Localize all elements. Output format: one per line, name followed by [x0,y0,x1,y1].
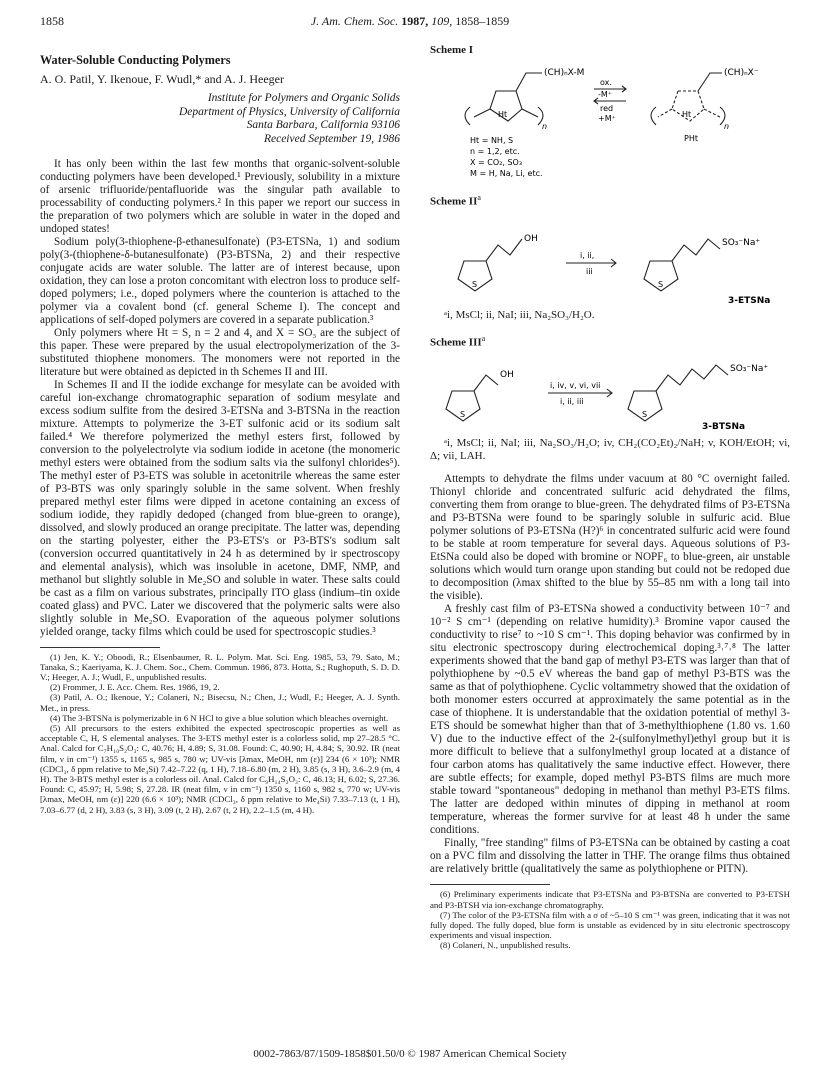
scheme-2-title [430,191,790,209]
footnote: (8) Colaneri, N., unpublished results. [440,940,571,951]
scheme-1-title: Scheme I [430,44,474,56]
scheme-1-def: Ht = NH, S [470,136,514,145]
scheme-2-title-sup: a [477,193,481,202]
right-column [430,40,790,951]
page-header [40,14,780,32]
scheme-2-drawing [430,211,790,303]
article-authors: A. O. Patil, Y. Ikenoue, F. Wudl,* and A. J. Heeger [40,72,284,86]
footnote: (5) All precursors to the esters exhibited the expected spectroscopic properties as well as acceptable C, H, S elemental analyses. The 3-ETS methyl ester is a colorless solid, mp 27–28.5 °C. Anal. Calcd for C₇H₁₀S₂O₃: C, 40.76; H, 4.89; S, 31.08. Found: C, 40.90; H, 4.84; S, 30.92. IR (neat film, ν in cm⁻¹) 1355 s, 1165 s, 985 s, 780 w; UV-vis [λmax, MeOH, nm (ε)] 234 (6 × 10³); NMR (CDCl₃, δ ppm relative to Me₄Si) 7.42–7.22 (q, 1 H), 7.18–6.80 (m, 2 H), 3.85 (s, 3 H), 3.6–2.9 (m, 4 H). The 3-BTS methyl ester is a colorless oil. Anal. Calcd for C₉H₁₄S₂O₃: C, 46.13; H, 6.02; S, 27.36. Found: C, 45.97; H, 5.98; S, 27.28. IR (neat film, ν in cm⁻¹) 1350 s, 1160 s, 982 s, 770 w; UV-vis [λmax, MeOH, nm (ε)] 220 (6.6 × 10³); NMR (CDCl₃, δ ppm relative to Me₄Si) 7.33–7.13 (t, 1 H), 7.03–6.77 (d, 2 H), 3.83 (s, 3 H), 3.09 (t, 2 H), 2.67 (t, 2 H), 2.2–1.5 (m, 4 H). [40,722,400,815]
affiliation-line: Department of Physics, University of California [178,105,400,118]
body-paragraph: Attempts to dehydrate the films under vacuum at 80 °C overnight failed. Thionyl chloride and concentrated sulfuric acid dehydrated the films, converting them from orange to blue-green. The dehydrated films of P3-ETSNa and P3-BTSNa were found to be sparingly soluble in sulfuric acid. Blue polymer solutions of P3-ETSNa (H?)⁶ in concentrated sulfuric acid were found to be stable at room temperature for several days. Aqueous solutions of P3-EtSNa could also be doped with bromine or NOPF₆ to blue-green, air unstable solutions which would turn orange upon standing but could not be redoped due to decomposition (λmax shifted to the blue by 55–85 nm with a long tail into the visible). [430,473,790,603]
scheme-3-product: SO₃⁻Na⁺ [730,364,769,375]
scheme-1-n-left: n [542,122,548,131]
scheme-2-footnote: ᵃi, MsCl; ii, NaI; iii, Na₂SO₃/H₂O. [444,308,595,321]
scheme-3-arrow-top: i, iv, v, vi, vii [550,381,601,391]
scheme-2-oh: OH [524,233,538,244]
scheme-1-def: n = 1,2, etc. [470,147,520,156]
affiliation-line: Santa Barbara, California 93106 [246,119,400,131]
footnote-divider [430,884,550,885]
scheme-3 [430,351,790,431]
scheme-1-pht: PHt [684,134,698,143]
footnote: (4) The 3-BTSNa is polymerizable in 6 N HCl to give a blue solution which bleaches overnight. [50,712,389,723]
footnote: (2) Frommer, J. E. Acc. Chem. Res. 1986, 19, 2. [50,682,220,693]
scheme-2-s-start: S [472,279,478,289]
scheme-2-label: 3-ETSNa [728,295,771,303]
left-column [40,40,400,815]
scheme-2-arrow-bottom: iii [586,266,593,276]
scheme-3-title [430,332,790,350]
scheme-1-def: X = CO₂, SO₃ [470,158,523,167]
scheme-1-ox: ox. [600,78,612,87]
body-paragraph: Finally, "free standing" films of P3-ETSNa can be obtained by casting a coat on a PVC film and dissolving the latter in THF. The orange films thus obtained are relatively brittle (qualitatively the same as polythiophene or PITN). [430,837,790,876]
scheme-2-arrow-top: i, ii, [580,250,595,260]
scheme-3-footnote: ᵃi, MsCl; ii, NaI; iii, Na₂SO₃/H₂O; iv, CH₂(CO₂Et)₂/NaH; v, KOH/EtOH; vi, Δ; vii, LAH. [430,437,790,463]
scheme-2 [430,211,790,303]
open-bracket-right [651,107,656,125]
scheme-3-s-start: S [460,410,466,420]
footnote: (3) Patil, A. O.; Ikenoue, Y.; Colaneri, N.; Bisecsu, N.; Chen, J.; Wudl, F.; Heeger, A. J. Synth. Met., in press. [40,692,400,713]
footnote: (7) The color of the P3-ETSNa film with a σ of ~5–10 S cm⁻¹ was green, indicating that it was not fully doped. The fully doped, blue form is unstable as evidenced by in situ electronic spectroscopy experiments and visual inspection. [430,909,790,941]
scheme-1-ht-left: Ht [498,110,508,119]
affiliation-line: Institute for Polymers and Organic Solids [207,92,400,104]
scheme-1-plus-m: +M⁺ [598,114,616,123]
page-number: 1858 [40,14,64,28]
scheme-3-arrow-bottom: i, ii, iii [560,397,584,407]
journal-pages: 1858–1859 [455,14,510,28]
received-date: Received September 19, 1986 [263,132,400,145]
scheme-3-s-product: S [642,410,648,420]
scheme-1-minus-m: -M⁺ [598,90,613,99]
scheme-1-def: M = H, Na, Li, etc. [470,169,543,178]
scheme-3-title-text: Scheme III [430,336,482,349]
footnote: (6) Preliminary experiments indicate that P3-ETSNa and P3-BTSNa are converted to P3-ETSH and P3-BTSH via ion-exchange chromatography. [430,889,790,910]
scheme-2-title-text: Scheme II [430,195,478,208]
journal-citation [40,14,780,29]
scheme-3-drawing [430,351,790,431]
scheme-2-product: SO₃⁻Na⁺ [722,237,761,248]
journal-year: 1987, [401,14,429,28]
scheme-1 [430,59,790,187]
scheme-2-s-product: S [658,279,664,289]
scheme-1-substituent-right: (CH)ₙX⁻ [724,68,759,78]
footnote: (1) Jen, K. Y.; Oboodi, R.; Elsenbaumer, R. L. Polym. Mat. Sci. Eng. 1985, 53, 79. Sato, M.; Tanaka, S.; Kaeriyama, K. J. Chem. Soc., Chem. Commun. 1986, 873. Hotta, S.; Rughoputh, S. D. D. V.; Heeger, A. J.; Wudl, F., unpublished results. [40,651,400,682]
footnote-divider [40,647,160,648]
body-paragraph: In Schemes II and II the iodide exchange for mesylate can be avoided with careful ion-exchange chromatographic separation of sodium mesylate and excess sodium sulfite from the desired 3-ETSNa and 3-BTSNa in the reaction mixture. Attempts to polymerize the 3-ET sulfonic acid or its sodium salt failed.⁴ We therefore polymerized the methyl esters first, followed by conversion to the polyelectrolyte via sodium iodide in acetone (the monomeric methyl esters were obtained from the sodium salts via the sulfonyl chlorides⁵). The methyl ester of P3-ETS was soluble in acetonitrile whereas the same ester of P3-BTS was only sparingly soluble in the same solvent. When freshly prepared methyl ester films were dipped in acetone containing an excess of sodium iodide, they rapidly dedoped (changed from blue-green to orange), dissolved, and slowly produced an orange precipitate. The latter was, depending on the starting polyester, either the P3-ETS's or P3-BTS's sodium salt (conversion occurred quantitatively in 24 h as determined by ir spectroscopy and elemental analysis), which was insoluble in acetone, DMF, NMP, and methanol but slightly soluble in Me₂SO and soluble in water. These salts could be cast as a film on various substrates, principally ITO glass (indium–tin oxide coated glass) and PVC. Later we discovered that the polymeric salts were also slightly soluble in Me₂SO. Evaporation of the aqueous polymer solutions yielded orange, tacky films which could be used for spectroscopic studies.³ [40,378,400,638]
page-footer: 0002-7863/87/1509-1858$01.50/0 © 1987 American Chemical Society [253,1048,567,1060]
scheme-1-n-right: n [724,122,730,131]
article-title: Water-Soluble Conducting Polymers [40,53,231,67]
scheme-1-substituent-left: (CH)ₙX-M [544,68,585,78]
body-paragraph: Sodium poly(3-thiophene-β-ethanesulfonate) (P3-ETSNa, 1) and sodium poly(3-(thiophene-δ-butanesulfonate) (P3-BTSNa, 2) and their respective conjugate acids are water soluble. The latter are of interest because, upon oxidation, they can lose a proton concomitant with electron loss to produce self-doped polymers; i.e., doped polymers where the counterion is attached to the polymer via a covalent bond (cf. general Scheme I). The concept and applications of self-doped polymers are covered in a separate publication.³ [40,235,400,326]
scheme-1-red: red [600,104,614,113]
journal-name: J. Am. Chem. Soc. [310,14,399,28]
scheme-3-label: 3-BTSNa [702,422,746,432]
scheme-1-ht-right: Ht [682,110,692,119]
body-paragraph: A freshly cast film of P3-ETSNa showed a conductivity between 10⁻⁷ and 10⁻² S cm⁻¹ (depending on relative humidity).³ Bromine vapor caused the conductivity to rise⁷ to ~10 S cm⁻¹. This doping behavior was confirmed by in situ electronic spectroscopy during electrochemical doping.³˒⁷˒⁸ The latter experiments showed that the band gap of methyl P3-ETS was larger than that of polythiophene by ~0.5 eV whereas the band gap of methyl P3-BTS was the same as that of polythiophene. Cyclic voltammetry showed that the oxidation of both monomer esters occurred at approximately the same potential as in the case of thiophene. It is understandable that the oxidation potential of methyl 3-ETS should be somewhat higher than that of 3-methylthiophene (1.80 vs. 1.60 V) due to the inductive effect of the 2-(sulfonylmethyl)ethyl group but it is more difficult to believe that a sulfonylmethyl group located at a distance of four carbon atoms has qualitatively the same inductive effect. However, there are subtle effects; for example, doped methyl P3-BTS films are much more stable toward "spontaneous" dedoping in methanol than methyl P3-ETS films. The latter are dedoped within minutes of dipping in methanol at room temperature, whereas the former survive for at least 48 h under the same conditions. [430,603,790,837]
scheme-1-drawing [430,59,790,187]
journal-volume: 109, [431,14,453,28]
body-paragraph: It has only been within the last few months that organic-solvent-soluble conducting polymers have been developed.¹ Previously, solubility in a mixture of arsenic trifluoride/pentafluoride was the singular path available to processability of conducting polymers.² In this paper we report our success in the preparation of two polymers which are soluble in water in the doped and undoped states! [40,157,400,235]
body-paragraph: Only polymers where Ht = S, n = 2 and 4, and X = SO₃ are the subject of this paper. These were prepared by the usual electropolymerization of the 3-substituted thiophene monomers. The monomers were not reported in the literature but were obtained as depicted in th Schemes II and III. [40,326,400,378]
scheme-3-oh: OH [500,370,514,381]
scheme-3-title-sup: a [481,333,486,343]
open-bracket-left [465,107,470,125]
